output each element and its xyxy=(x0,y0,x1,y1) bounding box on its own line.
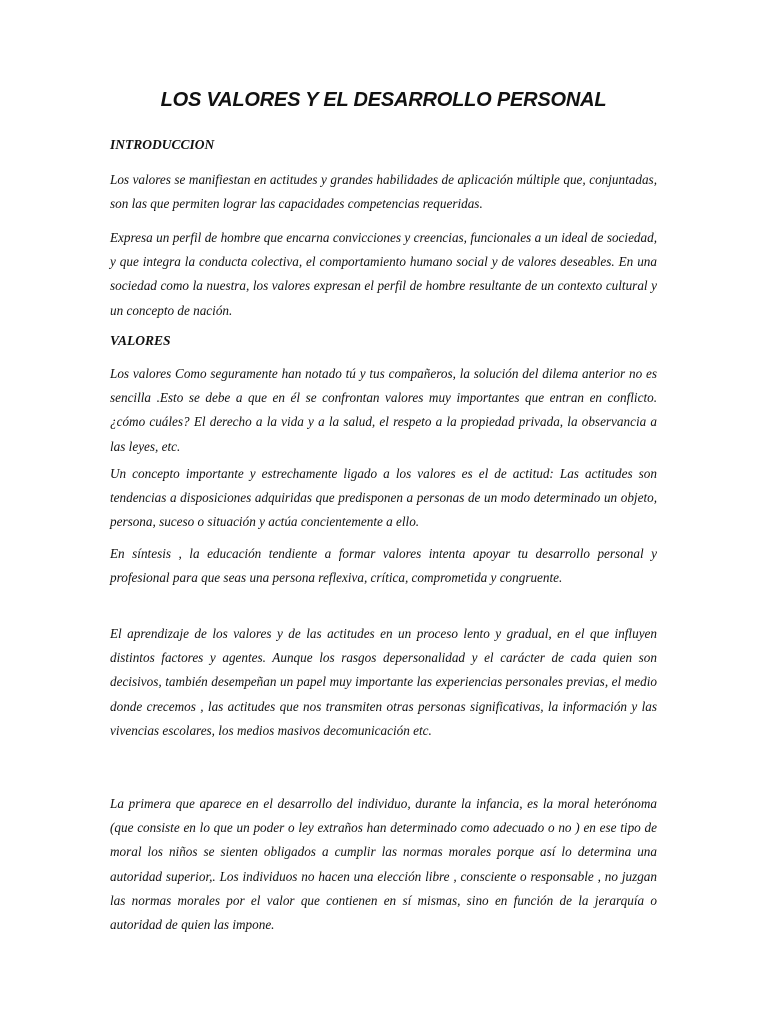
document-title: LOS VALORES Y EL DESARROLLO PERSONAL xyxy=(160,89,607,111)
paragraph-intro-1: Los valores se manifiestan en actitudes y grandes habilidades de aplicación múltiple que, conjuntadas, son las que permiten lograr las capacidades competencias requeridas. xyxy=(110,172,657,212)
paragraph-valores-4: El aprendizaje de los valores y de las actitudes en un proceso lento y gradual, en el que influyen distintos factores y agentes. Aunque los rasgos depersonalidad y el carácter de cada quien son decisivos, también desempeñan un papel muy importante las experiencias personales previas, el medio donde crecemos , las actitudes que nos transmiten otras personas significativas, la información y las vivencias escolares, los medios masivos decomunicación etc. xyxy=(110,626,657,738)
section-heading-introduccion: INTRODUCCION xyxy=(110,137,215,152)
paragraph-intro-2: Expresa un perfil de hombre que encarna convicciones y creencias, funcionales a un ideal de sociedad, y que integra la conducta colectiva, el comportamiento humano social y de valores deseables. En una sociedad como la nuestra, los valores expresan el perfil de hombre resultante de un contexto cultural y un concepto de nación. xyxy=(110,230,657,318)
paragraph-valores-2: Un concepto importante y estrechamente ligado a los valores es el de actitud: Las actitudes son tendencias a disposiciones adquiridas que predisponen a personas de un modo determinado un objeto, persona, suceso o situación y actúa concientemente a ello. xyxy=(110,466,657,530)
section-heading-valores: VALORES xyxy=(110,333,171,348)
paragraph-valores-5: La primera que aparece en el desarrollo del individuo, durante la infancia, es la moral heterónoma (que consiste en lo que un poder o ley extraños han determinado como adecuado o no ) en ese tipo de moral los niños se sienten obligados a cumplir las normas morales porque así lo determina una autoridad superior,. Los individuos no hacen una elección libre , consciente o responsable , no juzgan las normas morales por el valor que contienen en sí mismas, sino en función de la jerarquía o autoridad de quien las impone. xyxy=(110,796,657,933)
paragraph-valores-1: Los valores Como seguramente han notado tú y tus compañeros, la solución del dilema anterior no es sencilla .Esto se debe a que en él se confrontan valores muy importantes que entran en conflicto. ¿cómo cuáles? El derecho a la vida y a la salud, el respeto a la propiedad privada, la observancia a las leyes, etc. xyxy=(110,366,657,454)
paragraph-valores-3: En síntesis , la educación tendiente a formar valores intenta apoyar tu desarrollo personal y profesional para que seas una persona reflexiva, crítica, comprometida y congruente. xyxy=(110,546,657,586)
